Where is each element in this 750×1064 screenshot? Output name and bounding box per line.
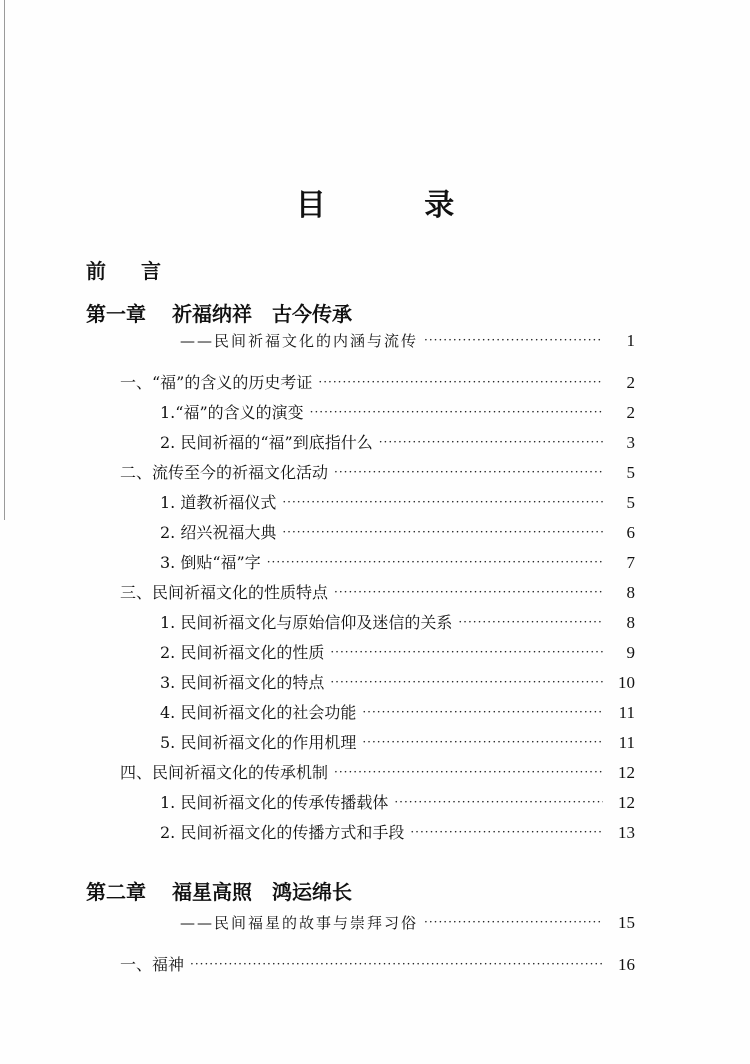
page-number: 2 [626,373,635,392]
toc-entry-section [120,460,635,483]
toc-entry-item [160,700,635,723]
leader-dots [379,433,603,449]
toc-entry-section [120,580,635,603]
page-number: 16 [618,955,635,974]
toc-entry-item [160,520,635,543]
page-number: 7 [626,553,635,572]
toc-entry-item [160,820,635,843]
entry-text: 三、民间祈福文化的性质特点 [120,583,329,602]
chapter-1-title: 祈福纳祥 古今传承 [172,302,352,326]
page-number: 11 [618,733,635,752]
page-number: 5 [626,463,635,482]
toc-entry-item [160,610,635,633]
chapter-2-heading [86,876,352,905]
toc-entry-section [120,760,635,783]
entry-text: 一、“福”的含义的历史考证 [120,373,313,392]
entry-text: 1. 民间祈福文化与原始信仰及迷信的关系 [160,613,453,632]
chapter-1-label: 第一章 [86,302,146,326]
leader-dots [282,523,603,539]
leader-dots [282,493,603,509]
leader-dots [334,583,603,599]
toc-entry-item [160,430,635,453]
leader-dots [362,733,603,749]
entry-text: 一、福神 [120,955,185,974]
chapter-1-subtitle: ——民间祈福文化的内涵与流传 [180,332,419,350]
page-number: 15 [618,913,635,932]
page-number: 5 [626,493,635,512]
page-number: 9 [626,643,635,662]
leader-dots [330,643,603,659]
toc-entry-item [160,640,635,663]
page-number: 12 [618,793,635,812]
toc-entry-item [160,550,635,573]
entry-text: 2. 民间祈福文化的传播方式和手段 [160,823,405,842]
leader-dots [190,955,603,971]
entry-text: 1.“福”的含义的演变 [160,403,304,422]
entry-text: 5. 民间祈福文化的作用机理 [160,733,357,752]
entry-text: 2. 绍兴祝福大典 [160,523,277,542]
page-number: 8 [626,583,635,602]
entry-text: 2. 民间祈福文化的性质 [160,643,325,662]
leader-dots [362,703,603,719]
leader-dots [318,373,603,389]
entry-text: 2. 民间祈福的“福”到底指什么 [160,433,373,452]
toc-entry-section [120,952,635,975]
chapter-2-label: 第二章 [86,880,146,904]
entry-text: 1. 道教祈福仪式 [160,493,277,512]
entry-text: 4. 民间祈福文化的社会功能 [160,703,357,722]
chapter-1-subtitle-row [180,330,635,351]
page-number: 6 [626,523,635,542]
leader-dots [394,793,603,809]
leader-dots [424,331,603,347]
page-number: 13 [618,823,635,842]
leader-dots [334,463,603,479]
page-number: 1 [626,331,635,350]
leader-dots [267,553,603,569]
leader-dots [424,913,603,929]
leader-dots [310,403,603,419]
chapter-1-heading [86,298,352,327]
page-number: 11 [618,703,635,722]
leader-dots [334,763,603,779]
toc-entry-item [160,670,635,693]
leader-dots [458,613,603,629]
entry-text: 四、民间祈福文化的传承机制 [120,763,329,782]
page-number: 10 [618,673,635,692]
toc-entry-section [120,370,635,393]
toc-entry-item [160,490,635,513]
chapter-2-subtitle: ——民间福星的故事与崇拜习俗 [180,914,419,932]
leader-dots [330,673,603,689]
entry-text: 1. 民间祈福文化的传承传播载体 [160,793,389,812]
leader-dots [410,823,603,839]
entry-text: 3. 民间祈福文化的特点 [160,673,325,692]
toc-entry-item [160,730,635,753]
entry-text: 3. 倒贴“福”字 [160,553,261,572]
page-number: 8 [626,613,635,632]
page-number: 3 [626,433,635,452]
page-title: 目 录 [295,188,499,223]
chapter-2-subtitle-row [180,912,635,933]
page-number: 12 [618,763,635,782]
chapter-2-title: 福星高照 鸿运绵长 [172,880,352,904]
toc-entry-item [160,400,635,423]
entry-text: 二、流传至今的祈福文化活动 [120,463,329,482]
preface-heading: 前 言 [86,259,175,283]
page-number: 2 [626,403,635,422]
toc-entry-item [160,790,635,813]
binding-edge-line [4,0,5,520]
